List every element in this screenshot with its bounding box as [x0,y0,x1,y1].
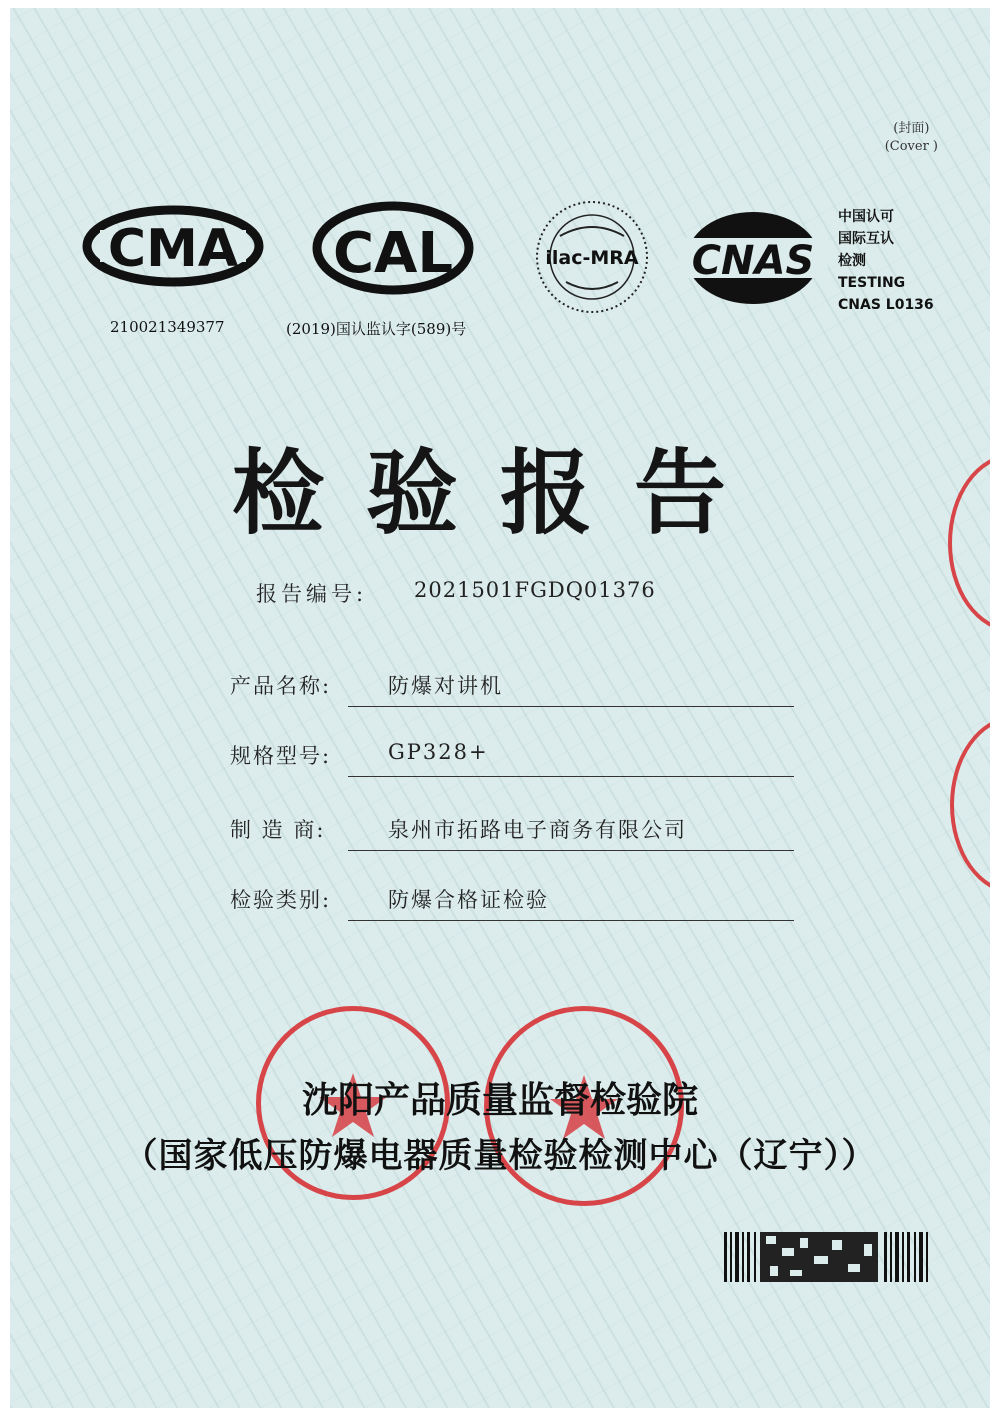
report-title: 检验报告 [231,440,768,547]
cnas-line-5: CNAS L0136 [838,297,934,313]
organization-center-name: （国家低压防爆电器质量检验检测中心（辽宁）） [123,1136,877,1176]
field-label-product-name: 产品名称: [230,674,332,698]
cma-logo [78,204,268,288]
field-value-manufacturer: 泉州市拓路电子商务有限公司 [388,818,687,842]
cal-logo-text: CAL [332,221,454,286]
ilac-mra-logo [532,196,652,318]
field-underline [348,776,794,777]
cma-number: 210021349377 [110,318,225,336]
cnas-line-4: TESTING [838,275,906,291]
report-cover-page [10,8,990,1408]
report-number-label: 报告编号: [256,582,368,606]
cal-number: (2019)国认监认字(589)号 [286,320,467,338]
report-number-value: 2021501FGDQ01376 [414,578,656,602]
field-label-model: 规格型号: [230,744,332,768]
barcode [720,1226,940,1288]
cma-logo-text: CMA [107,219,239,279]
cover-label-en: (Cover ) [884,139,938,154]
field-value-product-name: 防爆对讲机 [388,674,503,698]
field-label-inspection-type: 检验类别: [230,888,332,912]
edge-seal-bottom [950,716,990,894]
cnas-accreditation-text [838,206,934,316]
field-underline [348,706,794,707]
field-value-model: GP328+ [388,740,489,764]
field-underline [348,920,794,921]
cover-label-cn: (封面) [893,121,930,136]
cal-logo [308,198,478,298]
cnas-line-3: 检测 [838,253,866,269]
field-label-manufacturer: 制 造 商: [230,818,326,842]
field-value-inspection-type: 防爆合格证检验 [388,888,549,912]
cnas-logo-text: CNAS [691,238,815,284]
cover-label [885,120,938,156]
cnas-logo [678,206,828,310]
cnas-line-2: 国际互认 [838,231,894,247]
organization-name: 沈阳产品质量监督检验院 [301,1080,698,1121]
cnas-line-1: 中国认可 [838,209,894,225]
ilac-mra-text: ilac-MRA [545,247,639,269]
field-underline [348,850,794,851]
